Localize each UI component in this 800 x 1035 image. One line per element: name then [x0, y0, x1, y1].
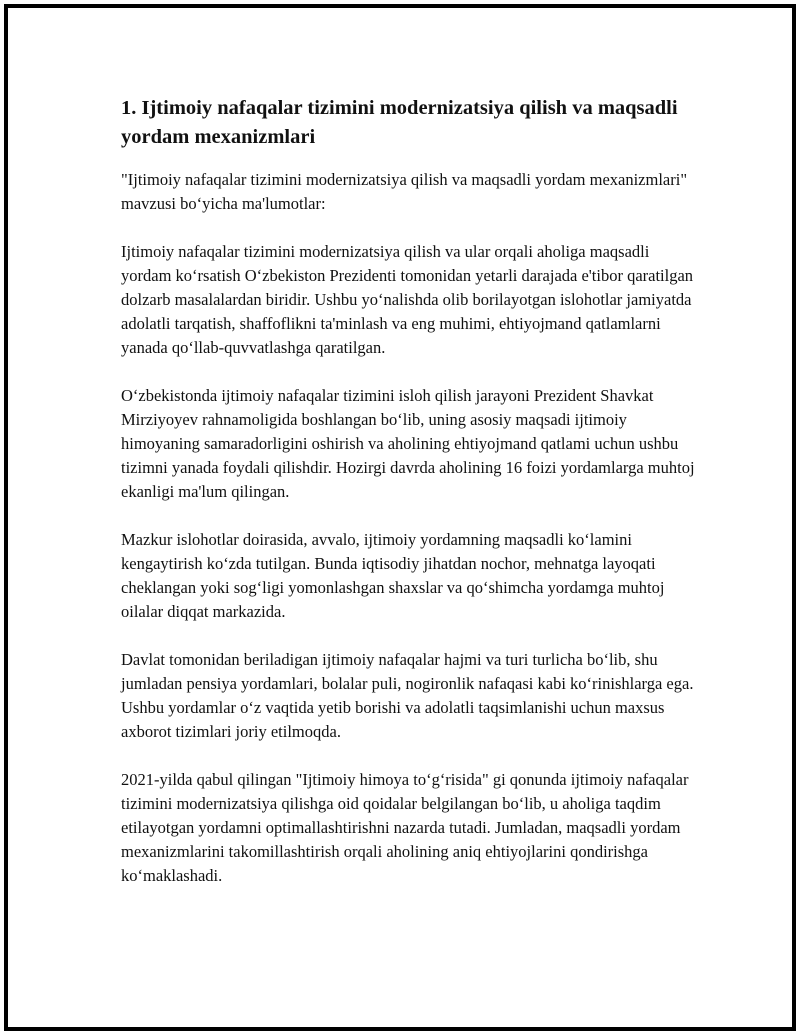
- paragraph-1: Ijtimoiy nafaqalar tizimini modernizatsiya qilish va ular orqali aholiga maqsadli yordam koʻrsatish Oʻzbekiston Prezidenti tomonidan yetarli darajada e'tibor qaratilgan dolzarb masalalardan biridir. Ushbu yoʻnalishda olib borilayotgan islohotlar jamiyatda adolatli tarqatish, shaffoflikni ta'minlash va eng muhimi, ehtiyojmand qatlamlarni yanada qoʻllab-quvvatlashga qaratilgan.: [121, 242, 694, 357]
- document-body: [121, 94, 696, 912]
- paragraph-2: Oʻzbekistonda ijtimoiy nafaqalar tizimini isloh qilish jarayoni Prezident Shavkat Mirziyoyev rahnamoligida boshlangan boʻlib, uning asosiy maqsadi ijtimoiy himoyaning samaradorligini oshirish va aholining ehtiyojmand qatlami uchun ushbu tizimni yanada foydali qilishdir. Hozirgi davrda aholining 16 foizi yordamlarga muhtoj ekanligi ma'lum qilingan.: [121, 386, 695, 501]
- paragraph-3: Mazkur islohotlar doirasida, avvalo, ijtimoiy yordamning maqsadli koʻlamini kengaytirish koʻzda tutilgan. Bunda iqtisodiy jihatdan nochor, mehnatga layoqati cheklangan yoki sogʻligi yomonlashgan shaxslar va qoʻshimcha yordamga muhtoj oilalar diqqat markazida.: [121, 530, 665, 621]
- paragraph-5: 2021-yilda qabul qilingan "Ijtimoiy himoya toʻgʻrisida" gi qonunda ijtimoiy nafaqalar tizimini modernizatsiya qilishga oid qoidalar belgilangan boʻlib, u aholiga taqdim etilayotgan yordamni optimallashtirishni nazarda tutadi. Jumladan, maqsadli yordam mexanizmlarini takomillashtirish orqali aholining aniq ehtiyojlarini qondirishga koʻmaklashadi.: [121, 770, 689, 885]
- page-frame: [4, 4, 796, 1031]
- paragraph-intro: "Ijtimoiy nafaqalar tizimini modernizatsiya qilish va maqsadli yordam mexanizmlari" mavzusi boʻyicha ma'lumotlar:: [121, 170, 688, 213]
- document-title: 1. Ijtimoiy nafaqalar tizimini modernizatsiya qilish va maqsadli yordam mexanizmlari: [121, 97, 678, 148]
- paragraph-4: Davlat tomonidan beriladigan ijtimoiy nafaqalar hajmi va turi turlicha boʻlib, shu jumladan pensiya yordamlari, bolalar puli, nogironlik nafaqasi kabi koʻrinishlarga ega. Ushbu yordamlar oʻz vaqtida yetib borishi va adolatli taqsimlanishi uchun maxsus axborot tizimlari joriy etilmoqda.: [121, 650, 694, 741]
